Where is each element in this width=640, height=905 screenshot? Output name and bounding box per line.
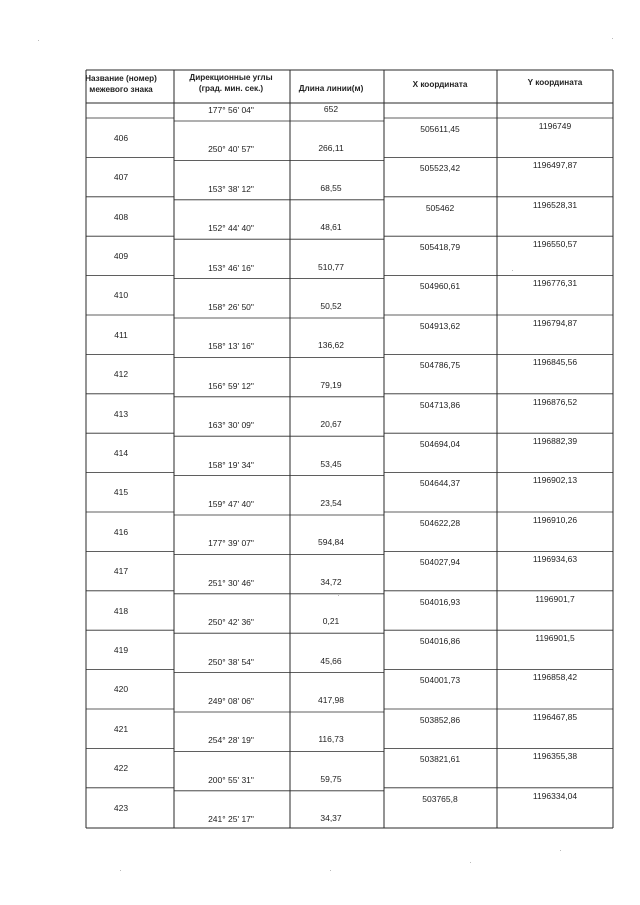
x-coordinate: 503852,86 (419, 714, 461, 725)
y-coordinate: 1196845,56 (532, 357, 578, 368)
sign-number: 413 (113, 408, 129, 419)
direction-angle: 158° 26' 50" (208, 302, 254, 312)
line-length: 45,66 (320, 655, 342, 666)
header-sign-name-line2: межевого знака (89, 85, 153, 94)
sign-number: 416 (113, 526, 129, 537)
scan-speck (512, 270, 513, 271)
direction-angle: 153° 46' 16" (208, 262, 254, 273)
line-length: 79,19 (320, 379, 342, 390)
y-coordinate: 1196910,26 (532, 514, 578, 525)
scan-speck (120, 870, 121, 871)
direction-angle: 158° 13' 16" (208, 341, 254, 352)
y-coordinate: 1196902,13 (532, 475, 578, 486)
header-angles-line1: Дирекционные углы (189, 73, 273, 82)
sign-number: 414 (113, 447, 129, 458)
y-coordinate: 1196528,31 (532, 199, 578, 210)
line-length: 266,11 (318, 143, 344, 154)
sign-number: 419 (113, 644, 129, 655)
direction-angle: 177° 39' 07" (208, 538, 254, 549)
x-coordinate: 505611,45 (420, 123, 460, 134)
y-coordinate: 1196776,31 (532, 278, 578, 289)
x-coordinate: 504622,28 (419, 517, 461, 528)
direction-angle: 200° 55' 31" (208, 774, 254, 785)
line-length: 53,45 (320, 458, 342, 469)
direction-angle: 251° 30' 46" (208, 577, 254, 588)
y-coordinate: 1196467,85 (532, 711, 578, 722)
line-length: 68,55 (320, 182, 342, 193)
line-length: 0,21 (322, 616, 340, 627)
sign-number: 417 (113, 566, 129, 577)
direction-angle: 156° 59' 12" (208, 380, 254, 391)
header-x: X координата (412, 80, 468, 89)
scan-speck (338, 595, 339, 596)
y-coordinate: 1196882,39 (532, 435, 578, 446)
sign-number: 407 (113, 172, 129, 183)
sign-number: 420 (113, 684, 129, 695)
line-length: 50,52 (320, 301, 342, 311)
line-length: 417,98 (318, 695, 344, 705)
x-coordinate: 504016,86 (419, 635, 461, 646)
line-length: 59,75 (320, 773, 342, 784)
sign-number: 415 (113, 487, 129, 498)
line-length: 20,67 (320, 419, 342, 430)
header-angles-line2: (град. мин. сек.) (198, 84, 264, 93)
y-coordinate: 1196901,7 (535, 593, 575, 604)
sign-number: 408 (113, 211, 129, 222)
line-length: 594,84 (318, 537, 344, 548)
y-coordinate: 1196497,87 (532, 160, 578, 171)
line-length: 510,77 (318, 261, 344, 272)
x-coordinate: 504001,73 (419, 675, 461, 686)
y-coordinate: 1196876,52 (532, 396, 578, 407)
y-coordinate: 1196334,04 (532, 790, 578, 801)
x-coordinate: 504713,86 (419, 399, 461, 410)
y-coordinate: 1196355,38 (532, 751, 578, 762)
x-coordinate: 504913,62 (419, 320, 461, 331)
x-coordinate: 504786,75 (419, 360, 461, 371)
header-sign-name-line1: Название (номер) (85, 74, 157, 83)
y-coordinate: 1196749 (538, 120, 572, 131)
x-coordinate: 504694,04 (419, 438, 461, 449)
direction-angle: 158° 19' 34" (208, 459, 254, 470)
direction-angle: 249° 08' 06" (208, 696, 254, 706)
direction-angle: 163° 30' 09" (208, 420, 254, 431)
direction-angle: 250° 42' 36" (208, 617, 254, 628)
scan-speck (38, 40, 39, 41)
sign-number: 406 (113, 132, 129, 143)
sign-number: 410 (113, 290, 129, 301)
sign-number: 423 (113, 802, 129, 813)
scan-speck (470, 862, 471, 863)
line-length: 23,54 (320, 498, 342, 508)
x-coordinate: 503765,8 (422, 793, 458, 804)
direction-angle: 152° 44' 40" (208, 223, 254, 234)
x-coordinate: 504960,61 (419, 281, 461, 292)
scan-speck (330, 870, 331, 871)
header-length: Длина линии(м) (298, 84, 364, 93)
header-y: Y координата (527, 78, 583, 87)
x-coordinate: 505523,42 (419, 163, 461, 174)
x-coordinate: 503821,61 (419, 754, 461, 765)
x-coordinate: 504016,93 (419, 596, 461, 607)
direction-angle: 250° 38' 54" (208, 656, 254, 667)
line-length: 34,37 (320, 813, 342, 824)
x-coordinate: 504644,37 (419, 478, 461, 489)
x-coordinate: 505462 (425, 202, 455, 213)
scan-speck (560, 850, 561, 851)
line-length: 136,62 (318, 340, 344, 351)
direction-angle: 241° 25' 17" (208, 814, 254, 825)
y-coordinate: 1196934,63 (532, 554, 578, 565)
sign-number: 412 (113, 369, 129, 380)
line-length: 652 (323, 104, 339, 114)
y-coordinate: 1196794,87 (532, 317, 578, 328)
y-coordinate: 1196550,57 (532, 238, 578, 249)
sign-number: 418 (113, 605, 129, 616)
sign-number: 411 (114, 329, 128, 340)
direction-angle: 177° 56' 04" (208, 105, 254, 115)
x-coordinate: 505418,79 (419, 241, 461, 252)
direction-angle: 159° 47' 40" (208, 499, 254, 509)
y-coordinate: 1196858,42 (532, 672, 578, 683)
line-length: 116,73 (318, 734, 344, 745)
y-coordinate: 1196901,5 (535, 632, 575, 643)
sign-number: 409 (113, 250, 129, 261)
line-length: 48,61 (320, 222, 342, 233)
sign-number: 421 (113, 723, 129, 734)
line-length: 34,72 (320, 576, 342, 587)
direction-angle: 250° 40' 57" (208, 144, 254, 155)
direction-angle: 254° 28' 19" (208, 735, 254, 746)
scan-speck (612, 38, 613, 39)
x-coordinate: 504027,94 (419, 557, 461, 568)
direction-angle: 153° 38' 12" (208, 183, 254, 194)
sign-number: 422 (113, 763, 129, 774)
